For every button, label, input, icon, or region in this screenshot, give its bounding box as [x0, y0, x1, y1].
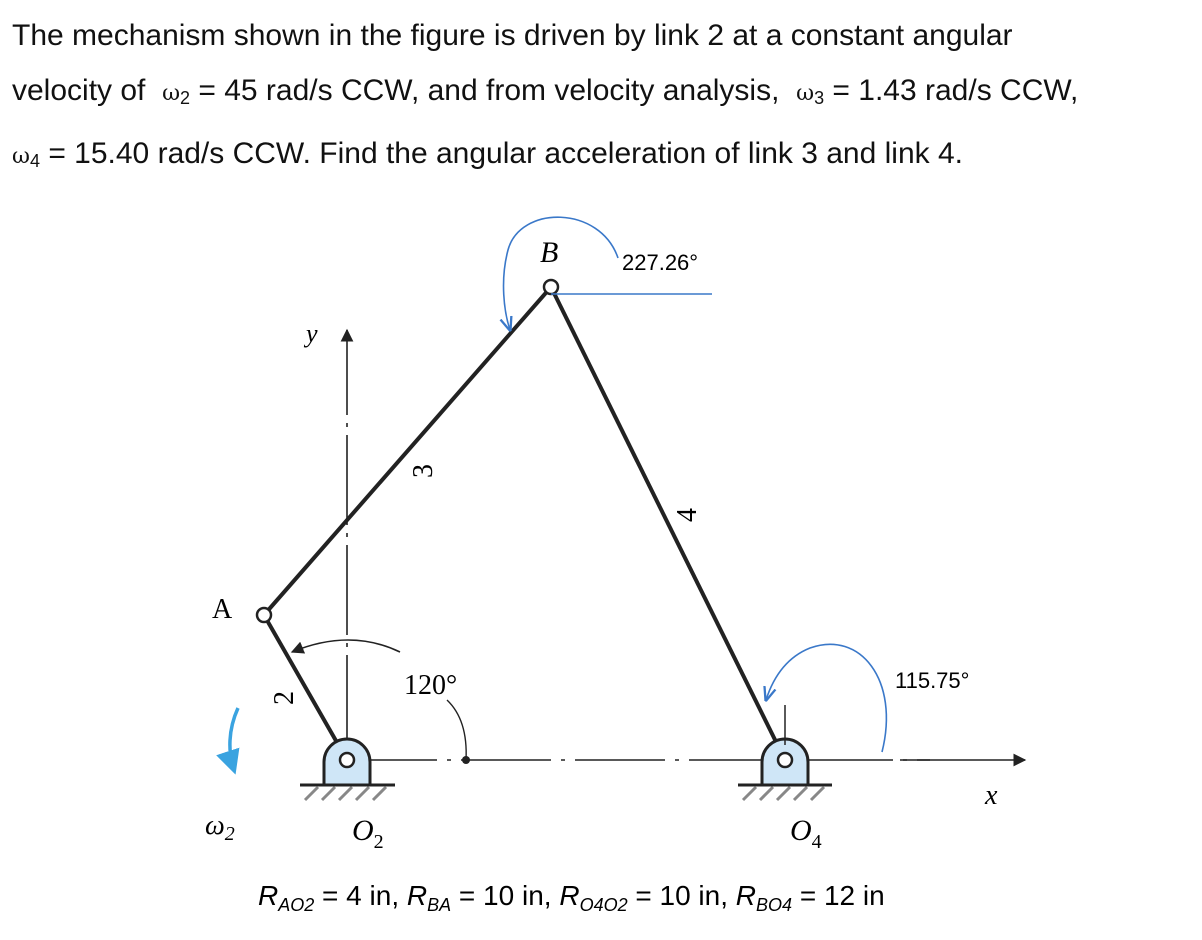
link-4-label: 4 — [672, 508, 703, 522]
dimensions-line: $R_{AO2} = 4$ in, $R_{BA} = 10$ in, $R_{O4O2} = 10$ in, $R_{BO4} = 12$ in — [258, 880, 885, 915]
omega2-value-text: = 45 rad/s CCW, and from velocity analysis, — [198, 74, 780, 107]
link-3-label: 3 — [408, 464, 439, 478]
omega3-symbol: ω — [796, 81, 815, 106]
joint-a — [257, 608, 271, 622]
omega4-value-text: = 15.40 rad/s CCW. Find the angular acceleration of link 3 and link 4. — [48, 137, 963, 170]
angle-227-label: 227.26° — [622, 250, 699, 275]
angle-arc-115 — [766, 644, 886, 752]
angle-115-label: 115.75° — [895, 668, 970, 693]
label-b: B — [540, 236, 559, 269]
omega2-label: $\omega_2$ — [205, 810, 235, 845]
link-2-label: 2 — [269, 691, 300, 705]
velocity-of-text: velocity of — [12, 74, 146, 107]
label-x: x — [985, 780, 998, 811]
omega2-symbol: ω — [162, 81, 181, 106]
angle-120-label: 120° — [404, 670, 458, 701]
omega2-arrow — [230, 708, 238, 770]
ground-support-o4 — [738, 739, 832, 800]
omega2-sub: 2 — [180, 88, 191, 108]
angle-120-leader — [447, 700, 466, 760]
angle-arc-227 — [504, 217, 618, 330]
ground-support-o2 — [300, 739, 395, 800]
omega3-value-text: = 1.43 rad/s CCW, — [832, 74, 1079, 107]
label-a: A — [212, 594, 233, 625]
angle-120-dot — [462, 756, 470, 764]
link-2 — [264, 615, 347, 760]
omega4-symbol: ω — [12, 144, 30, 169]
omega4-sub: 4 — [29, 151, 40, 171]
omega3-sub: 3 — [814, 88, 825, 108]
label-y: y — [306, 319, 318, 348]
angle-arc-120 — [292, 640, 400, 652]
o4-label: $O_4$ — [790, 814, 822, 853]
o2-label: $O_2$ — [352, 814, 384, 853]
problem-line-1: The mechanism shown in the figure is driven by link 2 at a constant angular — [12, 19, 1013, 52]
link-4 — [551, 287, 785, 760]
joint-b — [544, 280, 558, 294]
